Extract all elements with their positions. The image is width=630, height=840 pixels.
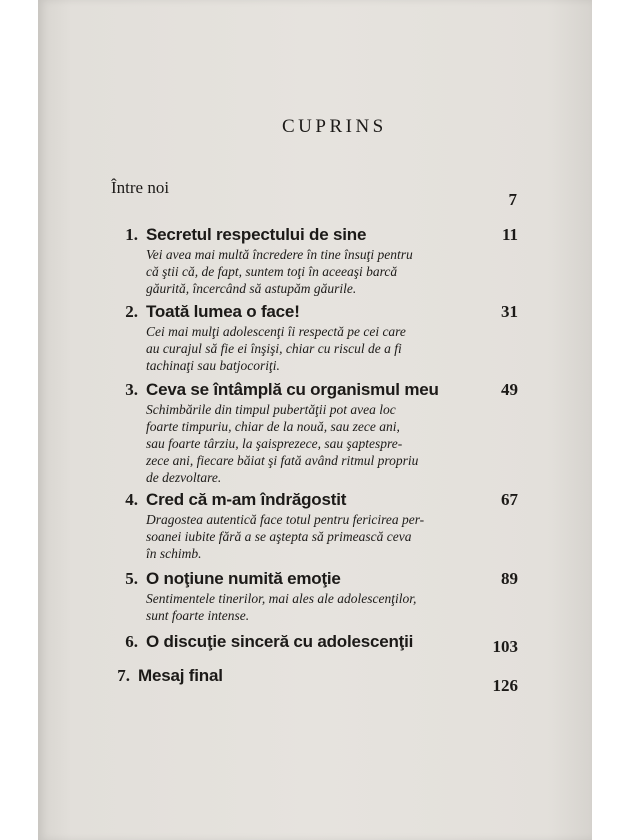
entry-title: O discuţie sinceră cu adolescenţii	[146, 632, 414, 651]
entry-title: Ceva se întâmplă cu organismul meu	[146, 380, 439, 399]
description-line: în schimb.	[146, 546, 202, 561]
description-line: soanei iubite fără a se aştepta să primească ceva	[146, 529, 412, 544]
entry-title: Cred că m-am îndrăgostit	[146, 490, 347, 509]
description-line: Schimbările din timpul pubertăţii pot avea loc	[146, 402, 396, 417]
entry-description	[146, 590, 446, 624]
description-line: găurită, încercând să astupăm găurile.	[146, 281, 357, 296]
entry-title: O noţiune numită emoţie	[146, 569, 341, 588]
description-line: că ştii că, de fapt, suntem toţi în aceeaşi barcă	[146, 264, 398, 279]
entry-description	[146, 401, 446, 486]
description-line: tachinaţi sau batjocoriţi.	[146, 358, 280, 373]
description-line: Dragostea autentică face totul pentru fericirea per-	[146, 512, 425, 527]
entry-page: 103	[492, 637, 518, 656]
description-line: sunt foarte intense.	[146, 608, 250, 623]
description-line: zece ani, fiecare băiat şi fată având ritmul propriu	[146, 453, 419, 468]
entry-description	[146, 323, 446, 374]
description-line: Vei avea mai multă încredere în tine însuţi pentru	[146, 247, 413, 262]
entry-description	[146, 246, 446, 297]
entry-number: 3.	[125, 380, 138, 399]
entry-page: 67	[501, 490, 518, 509]
description-line: sau foarte târziu, la şaisprezece, sau şaptespre-	[146, 436, 403, 451]
entry-description	[146, 511, 446, 562]
page-title: CUPRINS	[282, 116, 387, 137]
description-line: Cei mai mulţi adolescenţi îi respectă pe cei care	[146, 324, 406, 339]
description-line: au curajul să fie ei înşişi, chiar cu riscul de a fi	[146, 341, 402, 356]
entry-number: 2.	[125, 302, 138, 321]
intro-entry-page: 7	[508, 190, 517, 209]
entry-number: 5.	[125, 569, 138, 588]
entry-number: 6.	[125, 632, 138, 651]
entry-title: Toată lumea o face!	[146, 302, 300, 321]
entry-number: 1.	[125, 225, 138, 244]
intro-entry-title: Între noi	[111, 178, 170, 197]
entry-number: 7.	[117, 666, 130, 685]
entry-title: Secretul respectului de sine	[146, 225, 367, 244]
entry-page: 11	[501, 225, 518, 244]
description-line: Sentimentele tinerilor, mai ales ale adolescenţilor,	[146, 591, 417, 606]
entry-page: 89	[501, 569, 518, 588]
entry-page: 31	[501, 302, 518, 321]
description-line: foarte timpuriu, chiar de la nouă, sau zece ani,	[146, 419, 400, 434]
description-line: de dezvoltare.	[146, 470, 222, 485]
entry-number: 4.	[125, 490, 138, 509]
entry-title: Mesaj final	[138, 666, 223, 685]
entry-page: 49	[501, 380, 518, 399]
entry-page: 126	[492, 676, 518, 695]
